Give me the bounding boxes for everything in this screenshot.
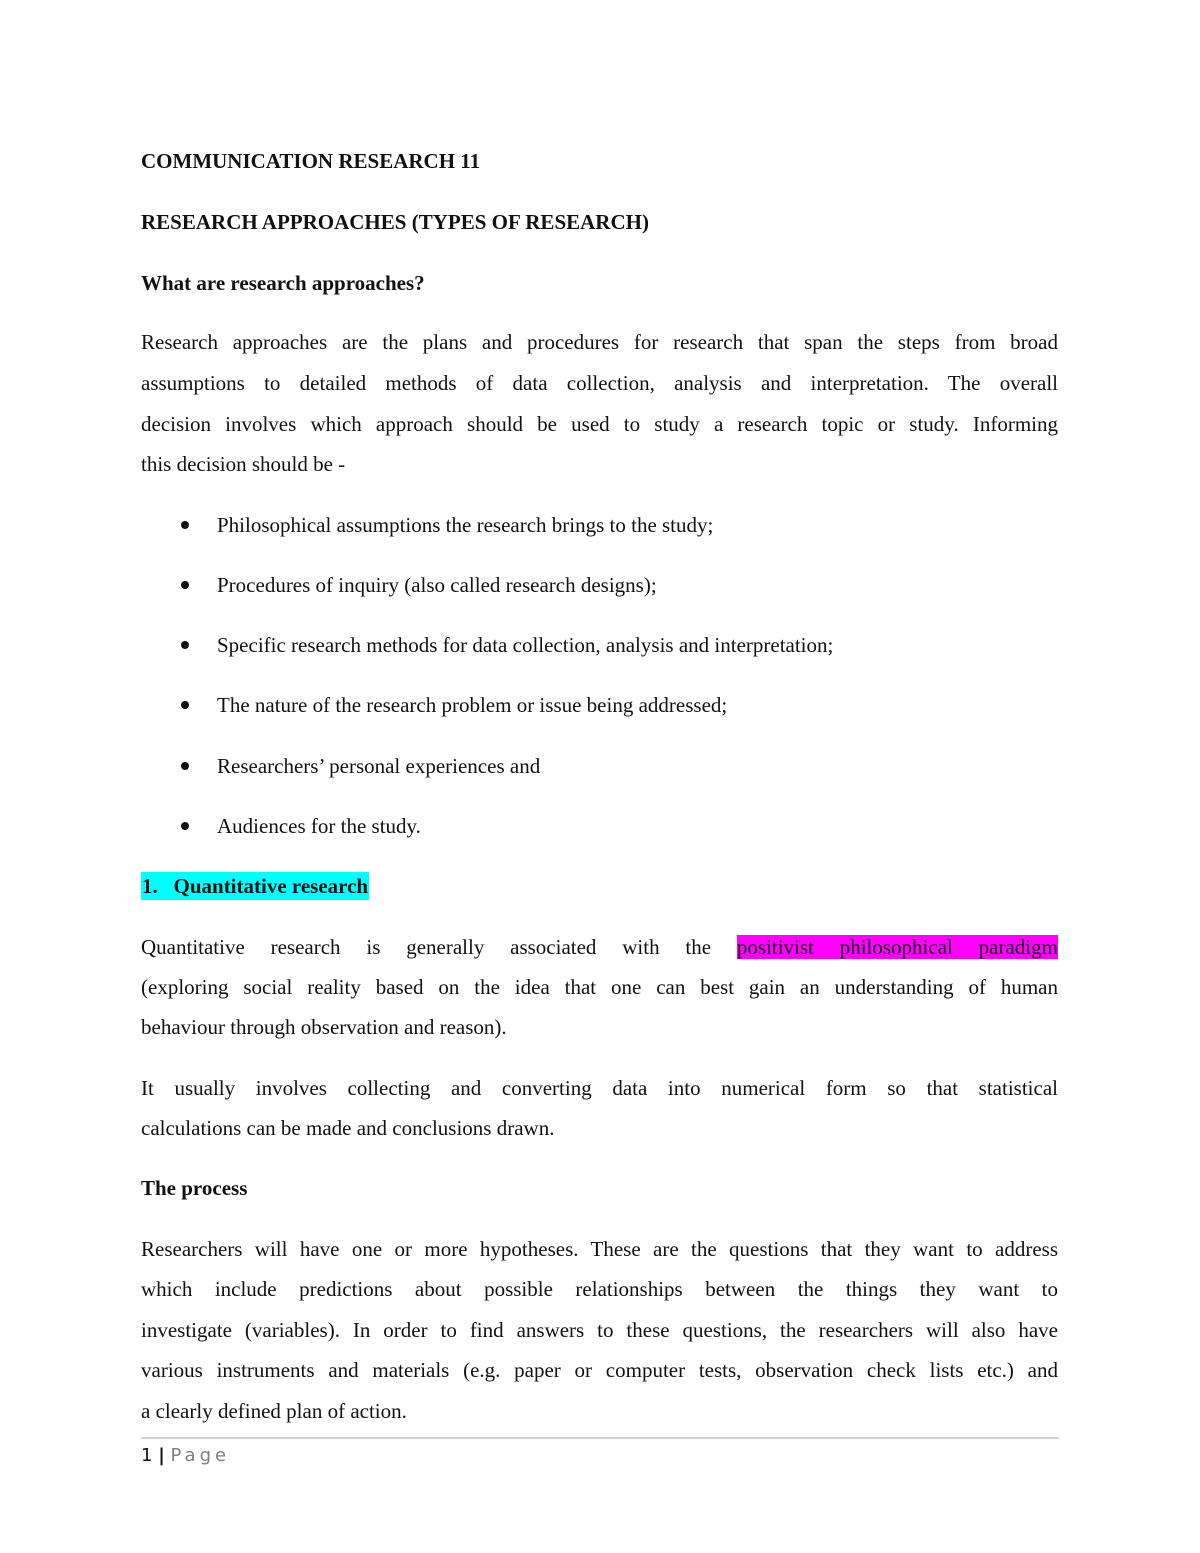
section-heading: RESEARCH APPROACHES (TYPES OF RESEARCH)	[141, 210, 649, 234]
highlighted-text: positivist philosophical paradigm	[736, 935, 1058, 959]
paragraph-line: (exploring social reality based on the idea that one can best gain an understanding of human	[141, 975, 1058, 999]
process-heading: The process	[141, 1176, 248, 1200]
footer-separator: |	[158, 1445, 165, 1466]
paragraph-line: a clearly defined plan of action.	[141, 1399, 407, 1423]
list-item: The nature of the research problem or issue being addressed;	[217, 693, 728, 717]
section-number: 1.	[142, 874, 158, 898]
paragraph-line: this decision should be -	[141, 452, 346, 476]
text-span: Quantitative research is generally associated with the	[141, 935, 737, 959]
list-item: Philosophical assumptions the research brings to the study;	[217, 513, 714, 537]
paragraph-line: assumptions to detailed methods of data collection, analysis and interpretation. The overall	[141, 371, 1058, 395]
bullet-icon	[181, 762, 189, 770]
question-heading: What are research approaches?	[141, 271, 425, 295]
paragraph-line: calculations can be made and conclusions drawn.	[141, 1116, 555, 1140]
list-item: Researchers’ personal experiences and	[217, 754, 541, 778]
highlighted-heading	[141, 872, 369, 900]
paragraph-line: which include predictions about possible relationships between the things they want to	[141, 1277, 1058, 1301]
page-number: 1	[141, 1445, 153, 1466]
paragraph-line: decision involves which approach should be used to study a research topic or study. Informing	[141, 412, 1058, 436]
bullet-icon	[181, 822, 189, 830]
list-item: Specific research methods for data collection, analysis and interpretation;	[217, 633, 834, 657]
list-item: Procedures of inquiry (also called research designs);	[217, 573, 657, 597]
bullet-icon	[181, 701, 189, 709]
page-footer	[141, 1444, 230, 1468]
paragraph-line: Research approaches are the plans and procedures for research that span the steps from broad	[141, 330, 1058, 354]
section-title: Quantitative research	[173, 874, 369, 898]
paragraph-line: investigate (variables). In order to find answers to these questions, the researchers will also have	[141, 1318, 1058, 1342]
bullet-icon	[181, 641, 189, 649]
paragraph-line	[141, 933, 1058, 961]
paragraph-line: It usually involves collecting and converting data into numerical form so that statistical	[141, 1076, 1058, 1100]
bullet-icon	[181, 581, 189, 589]
document-title: COMMUNICATION RESEARCH 11	[141, 149, 481, 173]
paragraph-line: behaviour through observation and reason).	[141, 1015, 507, 1039]
paragraph-line: various instruments and materials (e.g. paper or computer tests, observation check lists etc.) and	[141, 1358, 1058, 1382]
quantitative-heading	[141, 872, 1058, 900]
footer-divider	[141, 1437, 1059, 1439]
paragraph-line: Researchers will have one or more hypotheses. These are the questions that they want to address	[141, 1237, 1058, 1261]
bullet-icon	[181, 521, 189, 529]
page-label: Page	[170, 1445, 231, 1466]
list-item: Audiences for the study.	[217, 814, 421, 838]
